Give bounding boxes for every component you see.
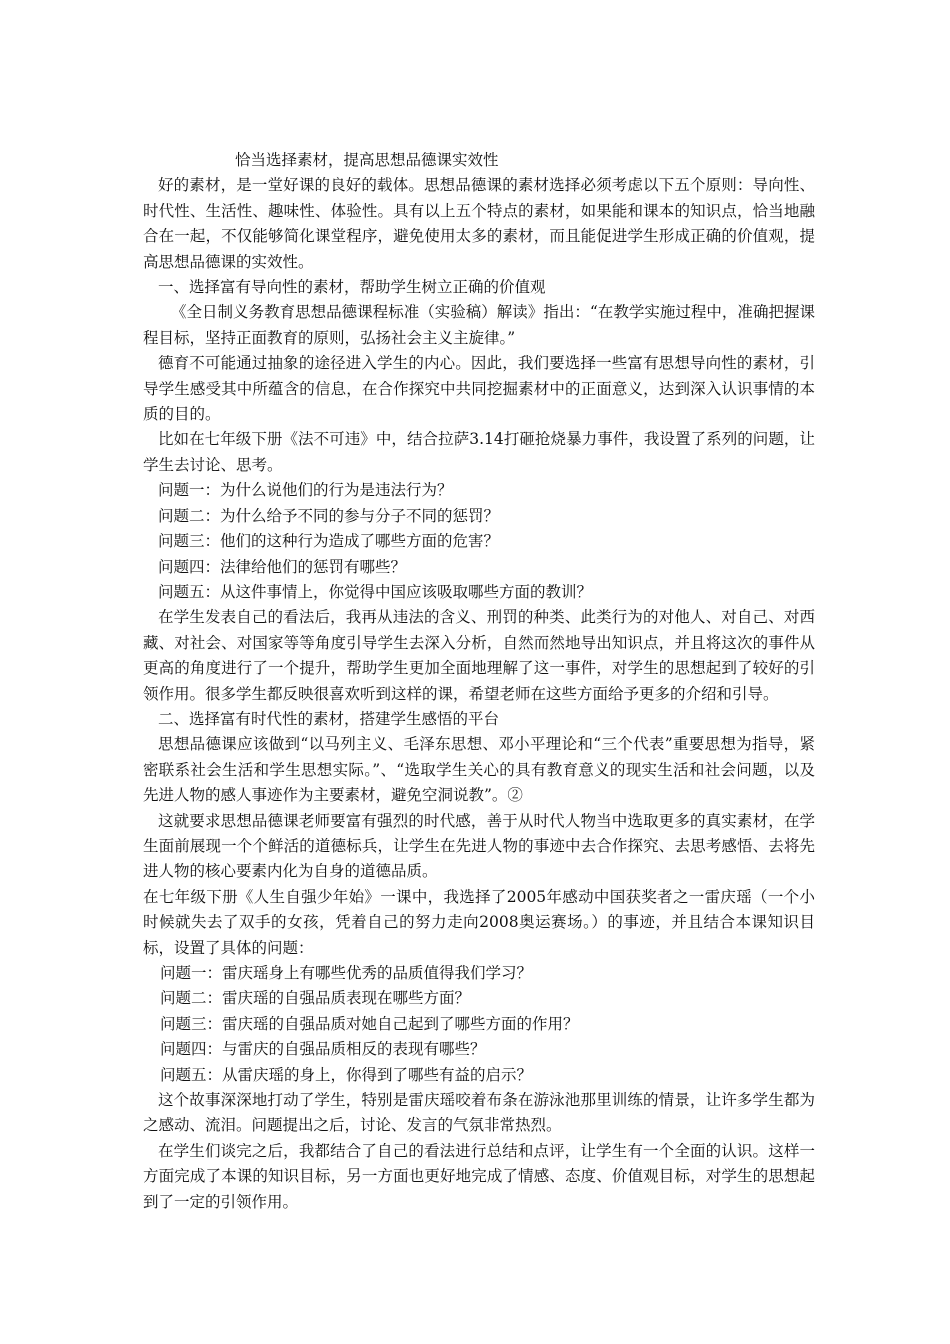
paragraph-9: 在学生们谈完之后，我都结合了自己的看法进行总结和点评，让学生有一个全面的认识。这样一方面完成了本课的知识目标，另一方面也更好地完成了情感、态度、价值观目标，对学生的思想起到了一定的引领作用。 [143, 1141, 815, 1211]
question-2-3: 问题三：雷庆瑶的自强品质对她自己起到了哪些方面的作用？ [160, 1014, 579, 1033]
paragraph-4: 在学生发表自己的看法后，我再从违法的含义、刑罚的种类、此类行为的对他人、对自己、对西藏、对社会、对国家等等角度引导学生去深入分析，自然而然地导出知识点，并且将这次的事件从更高的角度进行了一个提升，帮助学生更加全面地理解了这一事件，对学生的思想起到了较好的引领作用。很多学生都反映很喜欢听到这样的课，希望老师在这些方面给予更多的介绍和引导。 [143, 608, 815, 703]
paragraph-6: 这就要求思想品德课老师要富有强烈的时代感，善于从时代人物当中选取更多的真实素材，在学生面前展现一个个鲜活的道德标兵，让学生在先进人物的事迹中去合作探究、去思考感悟、去将先进人物的核心要素内化为自身的道德品质。 [143, 811, 815, 881]
paragraph-7: 在七年级下册《人生自强少年始》一课中，我选择了2005年感动中国获奖者之一雷庆瑶（一个小时候就失去了双手的女孩，凭着自己的努力走向2008奥运赛场。）的事迹，并且结合本课知识目标，设置了具体的问题： [143, 887, 815, 957]
paragraph-5: 思想品德课应该做到“以马列主义、毛泽东思想、邓小平理论和“三个代表”重要思想为指导，紧密联系社会生活和学生思想实际。”、“选取学生关心的具有教育意义的现实生活和社会问题，以及先进人物的感人事迹作为主要素材，避免空洞说教”。② [143, 735, 815, 805]
paragraph-8: 这个故事深深地打动了学生，特别是雷庆瑶咬着布条在游泳池那里训练的情景，让许多学生都为之感动、流泪。问题提出之后，讨论、发言的气氛非常热烈。 [143, 1091, 815, 1135]
question-1-1: 问题一：为什么说他们的行为是违法行为？ [158, 481, 453, 500]
question-1-2: 问题二：为什么给予不同的参与分子不同的惩罚？ [158, 506, 500, 525]
document-page [143, 148, 815, 1215]
document-title: 恰当选择素材，提高思想品德课实效性 [235, 151, 499, 169]
question-1-5: 问题五：从这件事情上，你觉得中国应该吸取哪些方面的教训？ [158, 582, 593, 601]
question-2-2: 问题二：雷庆瑶的自强品质表现在哪些方面？ [160, 989, 471, 1008]
paragraph-1: 《全日制义务教育思想品德课程标准（实验稿）解读》指出：“在教学实施过程中，准确把握课程目标，坚持正面教育的原则，弘扬社会主义主旋律。” [143, 303, 815, 347]
paragraph-3: 比如在七年级下册《法不可违》中，结合拉萨3.14打砸抢烧暴力事件，我设置了系列的问题，让学生去讨论、思考。 [143, 430, 815, 474]
paragraph-2: 德育不可能通过抽象的途径进入学生的内心。因此，我们要选择一些富有思想导向性的素材，引导学生感受其中所蕴含的信息，在合作探究中共同挖掘素材中的正面意义，达到深入认识事情的本质的目的。 [143, 354, 815, 424]
section-heading-1: 一、选择富有导向性的素材，帮助学生树立正确的价值观 [158, 278, 546, 297]
question-2-4: 问题四：与雷庆的自强品质相反的表现有哪些？ [160, 1040, 486, 1059]
question-1-4: 问题四：法律给他们的惩罚有哪些？ [158, 557, 407, 576]
section-heading-2: 二、选择富有时代性的素材，搭建学生感悟的平台 [158, 709, 500, 728]
intro-paragraph: 好的素材，是一堂好课的良好的载体。思想品德课的素材选择必须考虑以下五个原则：导向性、时代性、生活性、趣味性、体验性。具有以上五个特点的素材，如果能和课本的知识点，恰当地融合在一起，不仅能够简化课堂程序，避免使用太多的素材，而且能促进学生形成正确的价值观，提高思想品德课的实效性。 [143, 176, 815, 271]
question-2-5: 问题五：从雷庆瑶的身上，你得到了哪些有益的启示？ [160, 1065, 533, 1084]
question-2-1: 问题一：雷庆瑶身上有哪些优秀的品质值得我们学习？ [160, 964, 533, 982]
question-1-3: 问题三：他们的这种行为造成了哪些方面的危害？ [158, 532, 500, 551]
